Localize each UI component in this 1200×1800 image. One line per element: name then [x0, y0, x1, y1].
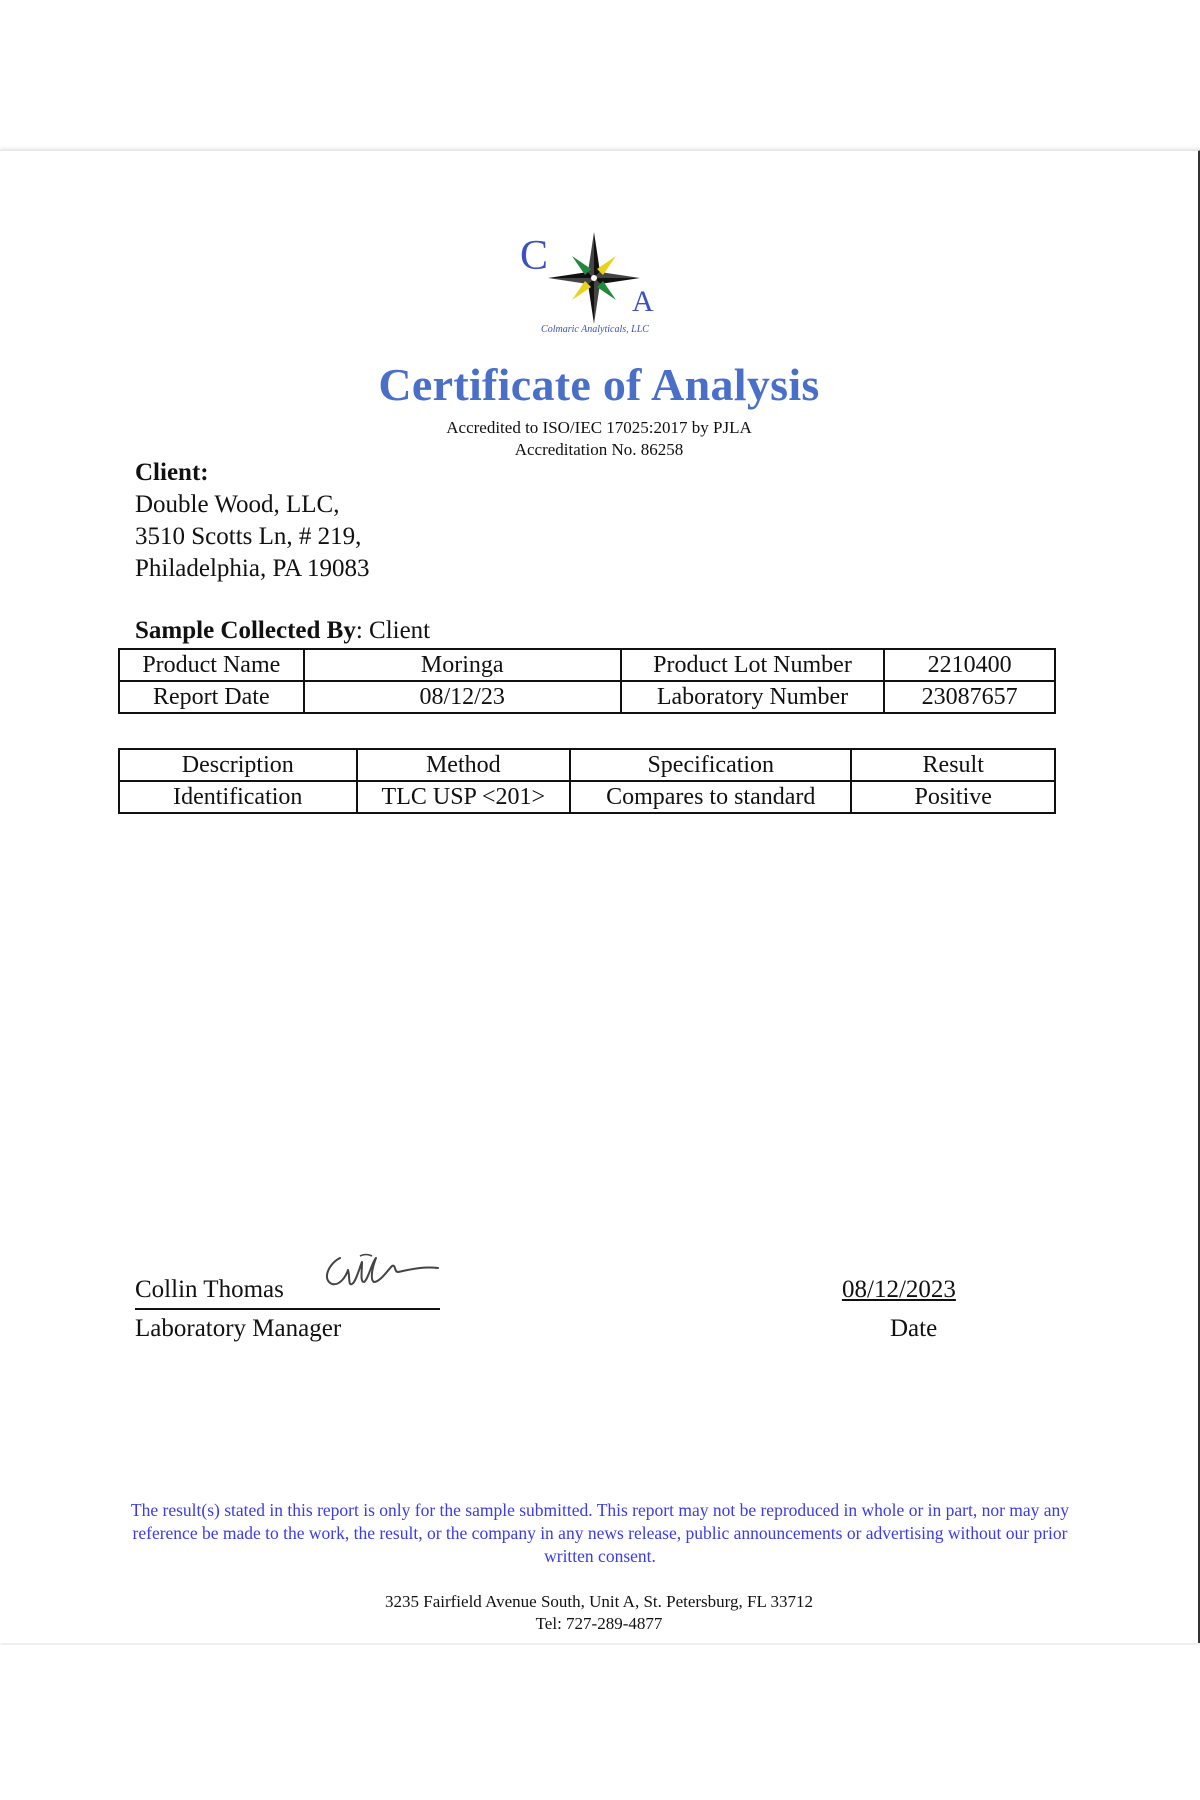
logo-company-name: Colmaric Analyticals, LLC — [541, 324, 649, 335]
logo-letter-a: A — [632, 285, 654, 318]
table-header-row — [119, 749, 1055, 781]
product-lot-label: Product Lot Number — [621, 649, 884, 681]
document-title: Certificate of Analysis — [378, 359, 820, 410]
top-blank-area — [0, 0, 1200, 150]
footer-telephone: Tel: 727-289-4877 — [535, 1614, 663, 1633]
compass-star-icon — [500, 226, 690, 336]
company-logo — [500, 226, 690, 336]
logo-letter-c: C — [520, 233, 549, 279]
bottom-blank-area — [0, 1645, 1200, 1800]
sample-collected — [135, 617, 430, 645]
client-heading: Client: — [135, 459, 209, 486]
result-specification: Compares to standard — [570, 781, 851, 813]
column-header-specification: Specification — [570, 749, 851, 781]
result-value: Positive — [851, 781, 1055, 813]
column-header-description: Description — [119, 749, 357, 781]
signer-name: Collin Thomas — [135, 1276, 284, 1303]
column-header-result: Result — [851, 749, 1055, 781]
product-name-value: Moringa — [304, 649, 621, 681]
client-address-line1: 3510 Scotts Ln, # 219, — [135, 523, 362, 550]
sample-collected-label: Sample Collected By — [135, 617, 356, 644]
product-lot-value: 2210400 — [884, 649, 1055, 681]
client-address-line2: Philadelphia, PA 19083 — [135, 555, 370, 582]
sample-collected-value: : Client — [355, 617, 431, 644]
product-name-label: Product Name — [119, 649, 304, 681]
report-date-label: Report Date — [119, 681, 304, 713]
disclaimer-text: The result(s) stated in this report is only for the sample submitted. This report may not be reproduced in whole or in part, nor may any reference be made to the work, the result, or the company in any news release, public announcements or advertising without our prior written consent. — [130, 1500, 1070, 1566]
signer-title: Laboratory Manager — [135, 1315, 342, 1342]
footer-address: 3235 Fairfield Avenue South, Unit A, St. Petersburg, FL 33712 — [385, 1592, 813, 1611]
handwritten-signature — [318, 1236, 448, 1296]
result-description: Identification — [119, 781, 357, 813]
signature-line — [135, 1308, 440, 1310]
product-info-table — [118, 648, 1056, 714]
column-header-method: Method — [357, 749, 570, 781]
client-name: Double Wood, LLC, — [135, 491, 340, 518]
laboratory-number-value: 23087657 — [884, 681, 1055, 713]
result-method: TLC USP <201> — [357, 781, 570, 813]
laboratory-number-label: Laboratory Number — [621, 681, 884, 713]
table-row — [119, 649, 1055, 681]
signoff-date: 08/12/2023 — [842, 1276, 956, 1303]
table-row — [119, 781, 1055, 813]
results-table — [118, 748, 1056, 814]
table-row — [119, 681, 1055, 713]
accreditation-block — [0, 417, 1198, 461]
report-date-value: 08/12/23 — [304, 681, 621, 713]
document-page — [0, 150, 1200, 1643]
footer-address-block — [0, 1591, 1198, 1635]
accreditation-number: Accreditation No. 86258 — [514, 440, 684, 459]
accreditation-line: Accredited to ISO/IEC 17025:2017 by PJLA — [446, 418, 752, 437]
client-block — [135, 457, 370, 585]
date-label: Date — [890, 1315, 938, 1342]
